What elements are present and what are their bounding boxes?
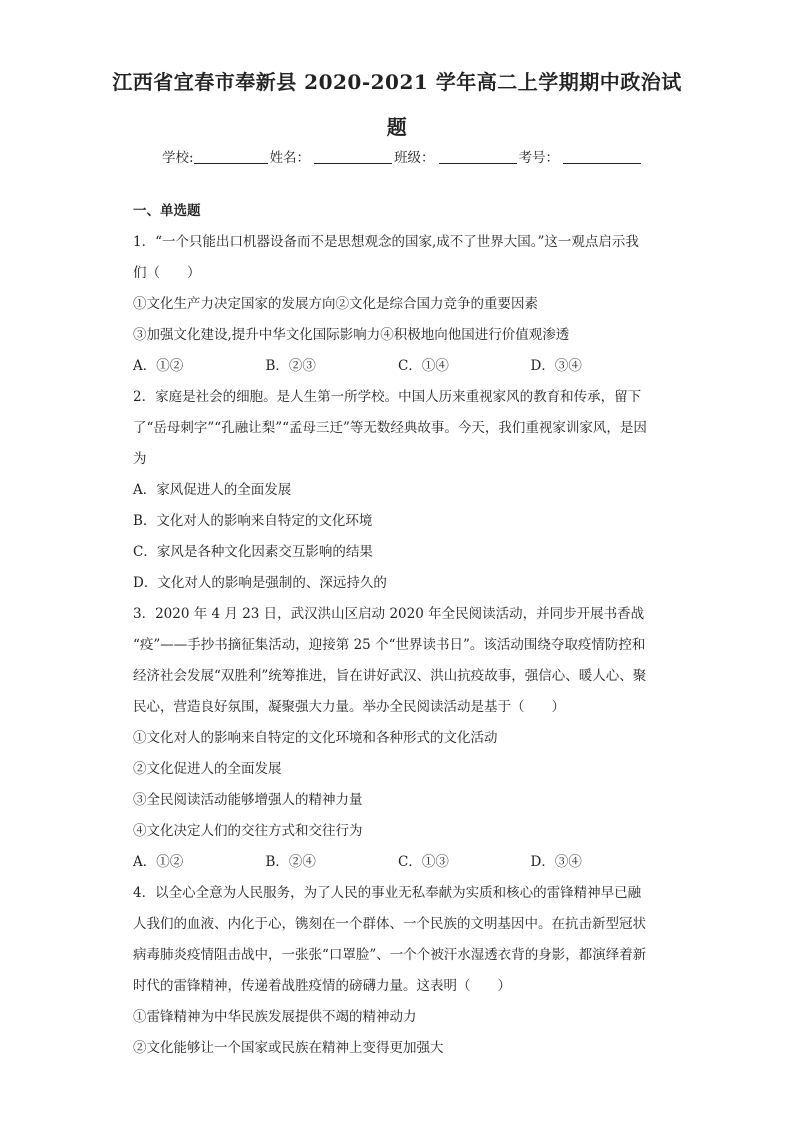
- statement-line: ③加强文化建设,提升中华文化国际影响力④积极地向他国进行价值观渗透: [133, 327, 570, 343]
- question-1: [133, 227, 663, 382]
- exam-title-line1: 江西省宜春市奉新县 2020-2021 学年高二上学期期中政治试: [112, 70, 682, 94]
- answer-options: [133, 847, 663, 878]
- option-c: C．①③: [398, 854, 449, 870]
- school-blank: [194, 149, 268, 164]
- question-line: 4．以全心全意为人民服务，为了人民的事业无私奉献为实质和核心的雷锋精神早已融: [133, 885, 642, 901]
- option-c: C．家风是各种文化因素交互影响的结果: [133, 544, 373, 560]
- question-3: [133, 599, 663, 878]
- question-line: 民心，营造良好氛围，凝聚强大力量。举办全民阅读活动是基于（ ）: [133, 699, 565, 715]
- question-4: [133, 878, 663, 1064]
- question-line: 病毒肺炎疫情阻击战中，一张张“口罩脸”、一个个被汗水湿透衣背的身影，都演绎着新: [133, 947, 647, 963]
- statement-line: ②文化促进人的全面发展: [133, 761, 282, 777]
- statement-line: ③全民阅读活动能够增强人的精神力量: [133, 792, 363, 808]
- number-label: 考号：: [518, 150, 560, 166]
- question-line: 了“岳母刺字”“孔融让梨”“孟母三迁”等无数经典故事。今天，我们重视家训家风，是因: [133, 420, 647, 436]
- question-line: 为: [133, 451, 147, 467]
- option-a: A．①②: [133, 358, 184, 374]
- school-label: 学校:: [162, 150, 194, 166]
- option-d: D．③④: [530, 854, 582, 870]
- question-line: 们（ ）: [133, 265, 201, 281]
- option-b: B．②③: [265, 358, 316, 374]
- question-line: 1．“一个只能出口机器设备而不是思想观念的国家,成不了世界大国。”这一观点启示我: [133, 234, 639, 250]
- statement-line: ②文化能够让一个国家或民族在精神上变得更加强大: [133, 1040, 444, 1056]
- statement-line: ①文化对人的影响来自特定的文化环境和各种形式的文化活动: [133, 730, 498, 746]
- option-d: D．文化对人的影响是强制的、深远持久的: [133, 575, 387, 591]
- option-a: A．①②: [133, 854, 184, 870]
- option-c: C．①④: [398, 358, 449, 374]
- question-line: 时代的雷锋精神，传递着战胜疫情的磅礴力量。这表明（ ）: [133, 978, 511, 994]
- number-blank: [563, 149, 641, 164]
- option-b: B．②④: [265, 854, 316, 870]
- statement-line: ①文化生产力决定国家的发展方向②文化是综合国力竞争的重要因素: [133, 296, 538, 312]
- exam-content: [133, 196, 663, 1064]
- question-line: “疫”——手抄书摘征集活动，迎接第 25 个“世界读书日”。该活动围绕夺取疫情防控和: [133, 637, 646, 653]
- option-a: A．家风促进人的全面发展: [133, 482, 292, 498]
- name-blank: [314, 149, 392, 164]
- section-title: 一、单选题: [133, 203, 201, 219]
- statement-line: ④文化决定人们的交往方式和交往行为: [133, 823, 363, 839]
- name-label: 姓名：: [269, 150, 311, 166]
- option-b: B．文化对人的影响来自特定的文化环境: [133, 513, 373, 529]
- answer-options: [133, 351, 663, 382]
- question-line: 经济社会发展“双胜利”统筹推进，旨在讲好武汉、洪山抗疫故事，强信心、暖人心、聚: [133, 668, 647, 684]
- class-blank: [439, 149, 517, 164]
- option-d: D．③④: [530, 358, 582, 374]
- exam-title-line2: 题: [386, 115, 408, 139]
- question-line: 2．家庭是社会的细胞。是人生第一所学校。中国人历来重视家风的教育和传承，留下: [133, 389, 642, 405]
- statement-line: ①雷锋精神为中华民族发展提供不竭的精神动力: [133, 1009, 417, 1025]
- class-label: 班级：: [394, 150, 435, 166]
- student-info-row: [162, 146, 643, 166]
- question-2: [133, 382, 663, 599]
- question-line: 3．2020 年 4 月 23 日，武汉洪山区启动 2020 年全民阅读活动，并同步开展书香战: [133, 606, 645, 622]
- question-line: 人我们的血液、内化于心，镌刻在一个群体、一个民族的文明基因中。在抗击新型冠状: [133, 916, 646, 932]
